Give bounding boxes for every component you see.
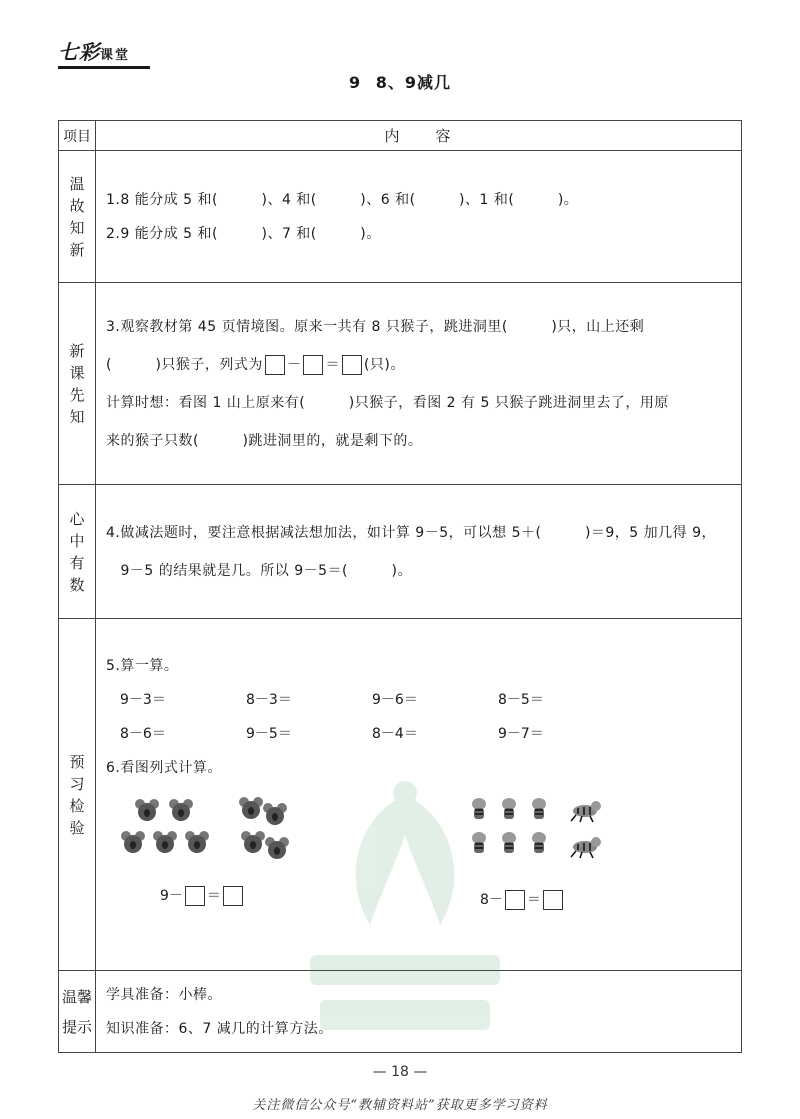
preview-line-4: 来的猴子只数( )跳进洞里的，就是剩下的。 bbox=[106, 432, 423, 449]
preview-line-2-unit: (只)。 bbox=[363, 356, 405, 373]
tiger-icon bbox=[466, 829, 492, 855]
answer-box[interactable] bbox=[543, 890, 563, 910]
tiger-running-icon bbox=[568, 797, 602, 823]
preview-line-2-text: ( )只猴子，列式为 bbox=[106, 356, 263, 373]
brand-logo bbox=[58, 40, 150, 69]
koala-icon bbox=[264, 835, 290, 861]
page-title bbox=[0, 70, 800, 93]
equals-sign: ＝ bbox=[325, 356, 340, 373]
footer-note: 关注微信公众号“教辅资料站”获取更多学习资料 bbox=[252, 1098, 548, 1113]
preview-line-3: 计算时想：看图 1 山上原来有( )只猴子，看图 2 有 5 只猴子跳进洞里去了，用原 bbox=[106, 394, 669, 411]
answer-box[interactable] bbox=[265, 355, 285, 375]
tiger-icon bbox=[496, 829, 522, 855]
tips-line-1: 学具准备：小棒。 bbox=[106, 986, 222, 1003]
equals-sign: ＝ bbox=[206, 888, 221, 904]
header-category: 项目 bbox=[59, 121, 96, 151]
review-line-2: 2.9 能分成 5 和( )、7 和( )。 bbox=[106, 225, 381, 242]
check-label: 预习检验 bbox=[69, 752, 85, 837]
tiger-icon bbox=[526, 829, 552, 855]
preview-line-1: 3.观察教材第 45 页情境图。原来一共有 8 只猴子，跳进洞里( )只，山上还剩 bbox=[106, 318, 645, 335]
section-insight bbox=[59, 485, 742, 619]
check-q5: 5.算一算。 bbox=[106, 658, 179, 674]
table-header-row bbox=[59, 121, 742, 151]
preview-label: 新课先知 bbox=[69, 341, 85, 426]
review-label: 温故知新 bbox=[69, 174, 85, 259]
equals-sign: ＝ bbox=[526, 892, 541, 908]
calc-item: 9－3＝ bbox=[120, 692, 166, 708]
koala-icon bbox=[184, 829, 210, 855]
tips-line-2: 知识准备：6、7 减几的计算方法。 bbox=[106, 1020, 333, 1037]
answer-box[interactable] bbox=[303, 355, 323, 375]
page-number: — 18 — bbox=[372, 1064, 428, 1080]
koala-icon bbox=[134, 797, 160, 823]
answer-box[interactable] bbox=[223, 886, 243, 906]
koala-icon bbox=[262, 801, 288, 827]
lesson-number: 9 bbox=[349, 73, 362, 92]
review-line-1: 1.8 能分成 5 和( )、4 和( )、6 和( )、1 和( )。 bbox=[106, 191, 579, 208]
equation-koala-prefix: 9－ bbox=[160, 888, 183, 904]
tips-label: 温馨提示 bbox=[62, 987, 93, 1036]
section-tips bbox=[59, 971, 742, 1053]
insight-line-1: 4.做减法题时，要注意根据减法想加法，如计算 9－5，可以想 5＋( )＝9，5 加几得 9， bbox=[106, 524, 717, 541]
koala-icon bbox=[120, 829, 146, 855]
calc-item: 9－5＝ bbox=[246, 726, 292, 742]
calc-item: 8－3＝ bbox=[246, 692, 292, 708]
calc-grid bbox=[120, 683, 733, 751]
section-review bbox=[59, 151, 742, 283]
answer-box[interactable] bbox=[505, 890, 525, 910]
koala-icon bbox=[152, 829, 178, 855]
header-content: 内 容 bbox=[96, 121, 742, 151]
koala-icon bbox=[168, 797, 194, 823]
answer-box[interactable] bbox=[185, 886, 205, 906]
brand-main: 七彩 bbox=[58, 40, 100, 64]
calc-item: 9－6＝ bbox=[372, 692, 418, 708]
brand-sub: 课堂 bbox=[100, 48, 131, 63]
insight-line-2: 9－5 的结果就是几。所以 9－5＝( )。 bbox=[106, 562, 412, 579]
calc-item: 8－5＝ bbox=[498, 692, 544, 708]
section-check bbox=[59, 619, 742, 971]
section-preview bbox=[59, 283, 742, 485]
koala-icon bbox=[238, 795, 264, 821]
check-q6: 6.看图列式计算。 bbox=[106, 760, 222, 776]
tiger-icon bbox=[496, 795, 522, 821]
equation-tiger-prefix: 8－ bbox=[480, 892, 503, 908]
lesson-title: 8、9减几 bbox=[375, 73, 451, 92]
tiger-icon bbox=[526, 795, 552, 821]
preview-line-2 bbox=[106, 346, 733, 384]
calc-item: 8－4＝ bbox=[372, 726, 418, 742]
worksheet-table bbox=[58, 120, 742, 1053]
calc-item: 8－6＝ bbox=[120, 726, 166, 742]
tiger-running-icon bbox=[568, 833, 602, 859]
equation-koala bbox=[160, 885, 245, 907]
equation-tiger bbox=[480, 889, 565, 911]
insight-label: 心中有数 bbox=[69, 509, 85, 594]
minus-sign: － bbox=[286, 356, 302, 373]
tiger-icon bbox=[466, 795, 492, 821]
picture-area bbox=[106, 785, 733, 945]
answer-box[interactable] bbox=[342, 355, 362, 375]
koala-icon bbox=[240, 829, 266, 855]
calc-item: 9－7＝ bbox=[498, 726, 544, 742]
